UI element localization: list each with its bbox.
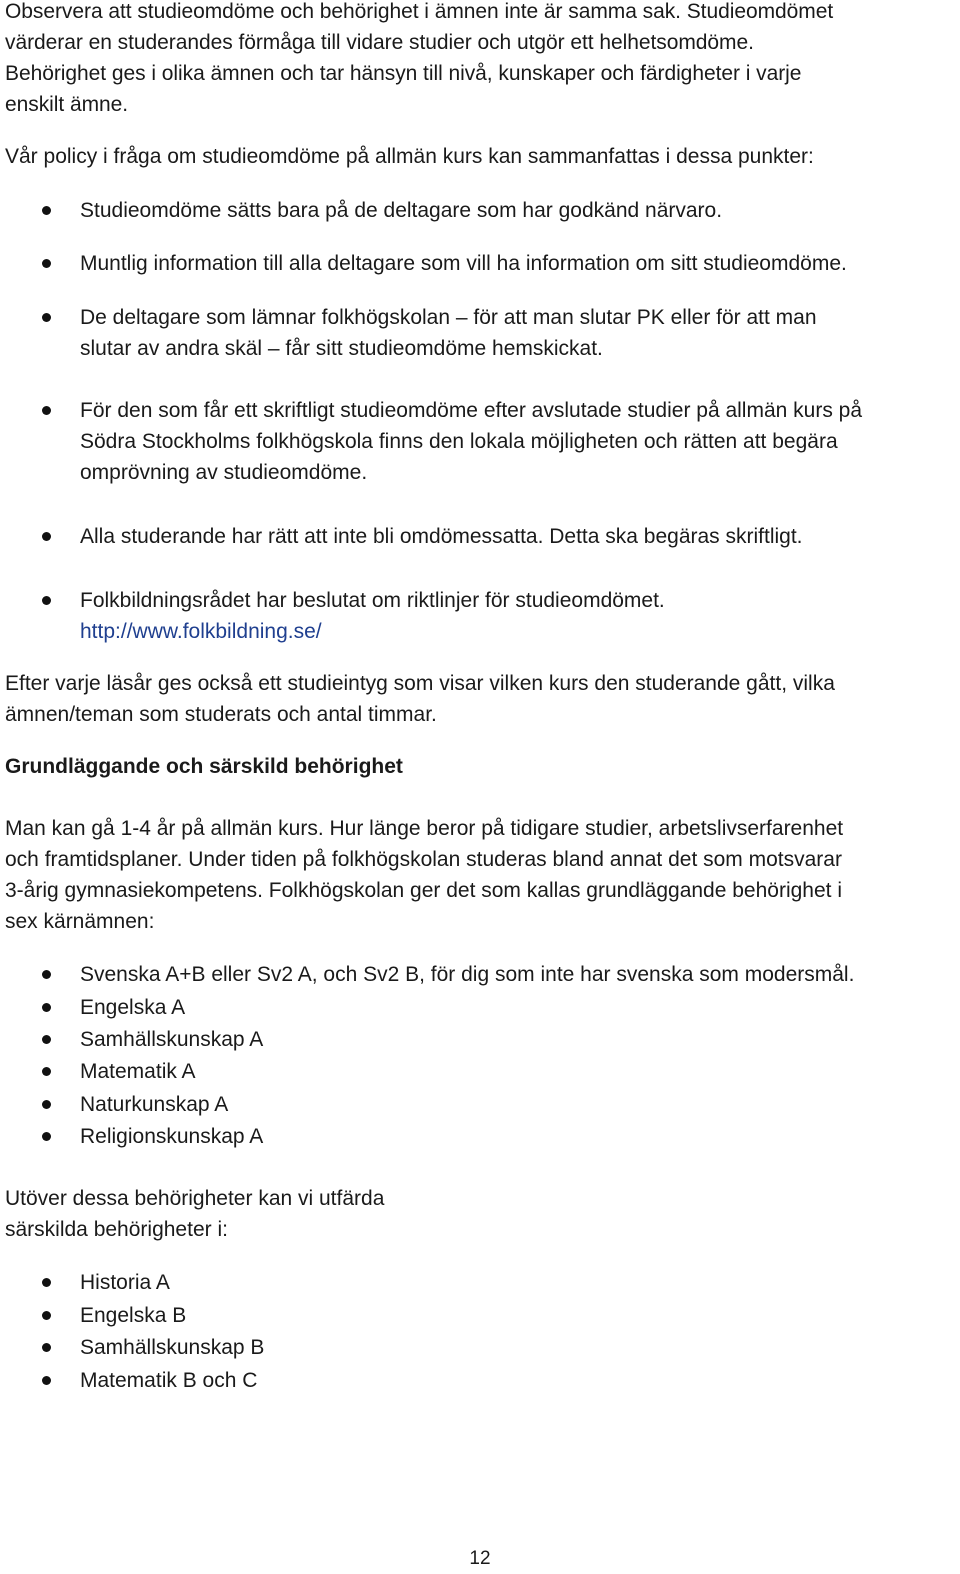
bullet-icon	[42, 532, 51, 541]
policy-item-text: Södra Stockholms folkhögskola finns den lokala möjligheten och rätten att begära	[80, 430, 838, 453]
intro-line: enskilt ämne.	[5, 93, 129, 116]
core-subject-text: Naturkunskap A	[80, 1093, 229, 1116]
bullet-icon	[42, 1278, 51, 1287]
bullet-icon	[42, 1003, 51, 1012]
bullet-icon	[42, 970, 51, 979]
special-lead-line: Utöver dessa behörigheter kan vi utfärda	[5, 1187, 385, 1210]
bullet-icon	[42, 596, 51, 605]
core-subject-text: Samhällskunskap A	[80, 1028, 264, 1051]
core-subject-text: Religionskunskap A	[80, 1125, 264, 1148]
section-body-line: och framtidsplaner. Under tiden på folkhögskolan studeras bland annat det som motsvarar	[5, 848, 842, 871]
policy-lead: Vår policy i fråga om studieomdöme på allmän kurs kan sammanfattas i dessa punkter:	[5, 145, 814, 168]
studieintyg-paragraph	[5, 668, 950, 730]
policy-item-text: De deltagare som lämnar folkhögskolan – för att man slutar PK eller för att man	[80, 306, 817, 329]
bullet-icon	[42, 259, 51, 268]
bullet-icon	[42, 313, 51, 322]
core-subject-text: Svenska A+B eller Sv2 A, och Sv2 B, för dig som inte har svenska som modersmål.	[80, 963, 855, 986]
policy-item-text: slutar av andra skäl – får sitt studieomdöme hemskickat.	[80, 337, 603, 360]
studieintyg-line: ämnen/teman som studerats och antal timmar.	[5, 703, 437, 726]
special-subject-text: Matematik B och C	[80, 1369, 258, 1392]
policy-item-text: Muntlig information till alla deltagare som vill ha information om sitt studieomdöme.	[80, 252, 847, 275]
policy-item-text: För den som får ett skriftligt studieomdöme efter avslutade studier på allmän kurs på	[80, 399, 863, 422]
core-subject-text: Matematik A	[80, 1060, 196, 1083]
bullet-icon	[42, 1100, 51, 1109]
intro-line: Behörighet ges i olika ämnen och tar hänsyn till nivå, kunskaper och färdigheter i varje	[5, 62, 802, 85]
intro-line: Observera att studieomdöme och behörighet i ämnen inte är samma sak. Studieomdömet	[5, 0, 834, 23]
bullet-icon	[42, 1343, 51, 1352]
bullet-icon	[42, 1035, 51, 1044]
special-subject-text: Historia A	[80, 1271, 170, 1294]
page-number: 12	[469, 1548, 491, 1569]
studieintyg-line: Efter varje läsår ges också ett studieintyg som visar vilken kurs den studerande gått, vilka	[5, 672, 835, 695]
policy-item-text: Folkbildningsrådet har beslutat om riktlinjer för studieomdömet.	[80, 589, 665, 612]
section-body-line: Man kan gå 1-4 år på allmän kurs. Hur länge beror på tidigare studier, arbetslivserfarenhet	[5, 817, 844, 840]
section-heading: Grundläggande och särskild behörighet	[5, 755, 403, 778]
section-body-line: sex kärnämnen:	[5, 910, 155, 933]
core-subject-text: Engelska A	[80, 996, 186, 1019]
bullet-icon	[42, 1067, 51, 1076]
special-lead-line: särskilda behörigheter i:	[5, 1218, 228, 1241]
special-subject-text: Samhällskunskap B	[80, 1336, 265, 1359]
intro-paragraph	[5, 0, 950, 120]
bullet-icon	[42, 206, 51, 215]
policy-item-text: Alla studerande har rätt att inte bli omdömessatta. Detta ska begäras skriftligt.	[80, 525, 803, 548]
special-subject-text: Engelska B	[80, 1304, 187, 1327]
policy-item-text: omprövning av studieomdöme.	[80, 461, 368, 484]
section-body-line: 3-årig gymnasiekompetens. Folkhögskolan ger det som kallas grundläggande behörighet i	[5, 879, 842, 902]
intro-line: värderar en studerandes förmåga till vidare studier och utgör ett helhetsomdöme.	[5, 31, 754, 54]
special-lead	[5, 1183, 950, 1245]
section-body	[5, 813, 950, 937]
bullet-icon	[42, 1311, 51, 1320]
bullet-icon	[42, 1132, 51, 1141]
bullet-icon	[42, 1376, 51, 1385]
folkbildning-link[interactable]: http://www.folkbildning.se/	[80, 620, 322, 643]
policy-item-text: Studieomdöme sätts bara på de deltagare som har godkänd närvaro.	[80, 199, 723, 222]
bullet-icon	[42, 406, 51, 415]
